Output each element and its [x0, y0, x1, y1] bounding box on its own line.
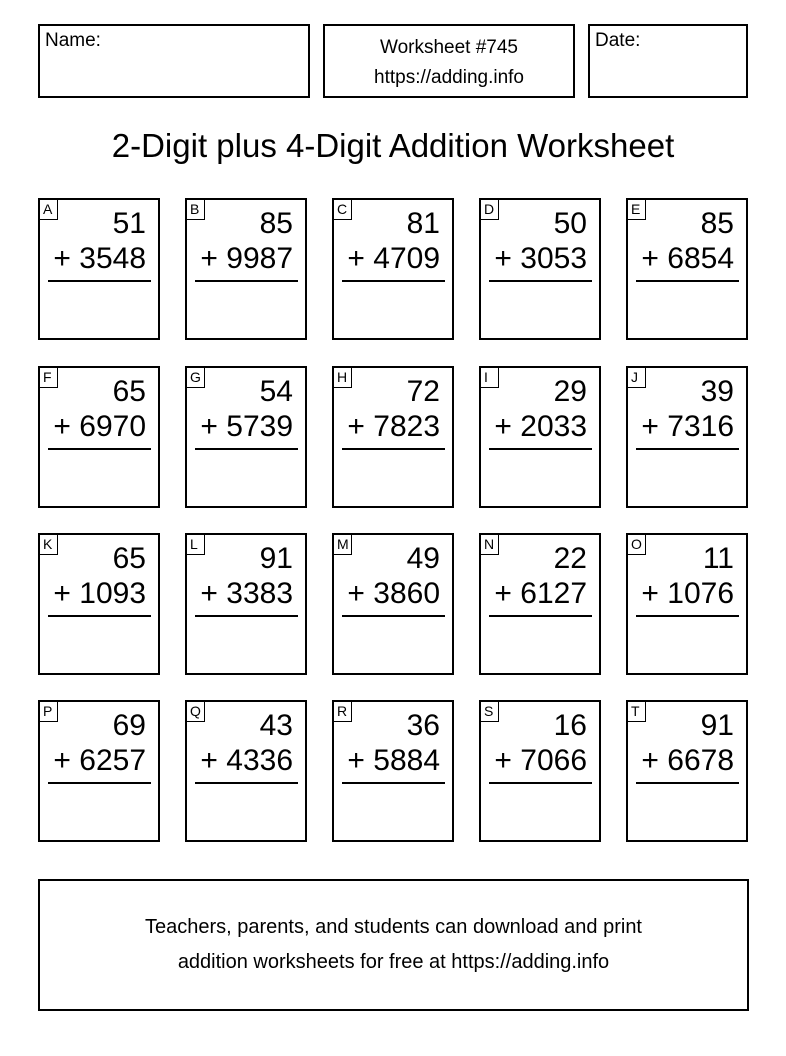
problem-bottom-number: + 6127: [494, 577, 587, 610]
answer-line: [48, 448, 151, 450]
answer-line: [636, 615, 739, 617]
problem-card[interactable]: [38, 198, 160, 340]
problem-top-number: 91: [259, 542, 293, 575]
answer-line: [195, 448, 298, 450]
problem-bottom-number: + 2033: [494, 410, 587, 443]
problem-letter: Q: [187, 702, 205, 722]
problem-bottom-number: + 3860: [347, 577, 440, 610]
answer-line: [489, 615, 592, 617]
problem-letter: K: [40, 535, 58, 555]
problem-card[interactable]: [185, 366, 307, 508]
worksheet-url: https://adding.info: [374, 67, 524, 88]
problem-letter: C: [334, 200, 352, 220]
problem-bottom-number: + 5739: [200, 410, 293, 443]
problem-card[interactable]: [626, 533, 748, 675]
problem-bottom-number: + 3383: [200, 577, 293, 610]
problem-letter: P: [40, 702, 58, 722]
problem-bottom-number: + 6678: [641, 744, 734, 777]
problem-letter: D: [481, 200, 499, 220]
problem-card[interactable]: [185, 198, 307, 340]
answer-line: [48, 280, 151, 282]
problem-card[interactable]: [479, 533, 601, 675]
problem-letter: A: [40, 200, 58, 220]
answer-line: [342, 448, 445, 450]
problem-letter: F: [40, 368, 58, 388]
problem-top-number: 43: [259, 709, 293, 742]
problem-card[interactable]: [626, 366, 748, 508]
problem-letter: M: [334, 535, 352, 555]
problem-letter: L: [187, 535, 205, 555]
problem-bottom-number: + 1076: [641, 577, 734, 610]
problem-card[interactable]: [332, 533, 454, 675]
problem-letter: H: [334, 368, 352, 388]
answer-line: [636, 782, 739, 784]
problem-letter: R: [334, 702, 352, 722]
footer-line-2: addition worksheets for free at https://adding.info: [177, 951, 610, 973]
worksheet-info-box: [323, 24, 575, 98]
problem-top-number: 50: [553, 207, 587, 240]
footer-box: [38, 879, 749, 1011]
problem-bottom-number: + 4709: [347, 242, 440, 275]
problem-top-number: 72: [406, 375, 440, 408]
problem-card[interactable]: [185, 533, 307, 675]
problem-bottom-number: + 7823: [347, 410, 440, 443]
problem-top-number: 91: [700, 709, 734, 742]
answer-line: [48, 782, 151, 784]
problem-card[interactable]: [38, 366, 160, 508]
problem-top-number: 49: [406, 542, 440, 575]
problem-top-number: 51: [112, 207, 146, 240]
answer-line: [636, 280, 739, 282]
name-field[interactable]: [38, 24, 310, 98]
problem-bottom-number: + 3548: [53, 242, 146, 275]
answer-line: [195, 280, 298, 282]
footer-line-1: Teachers, parents, and students can download and print: [145, 916, 642, 938]
problem-top-number: 29: [553, 375, 587, 408]
problem-card[interactable]: [38, 533, 160, 675]
answer-line: [342, 615, 445, 617]
worksheet-number: Worksheet #745: [379, 37, 518, 58]
date-label: Date:: [595, 30, 641, 51]
problem-bottom-number: + 6970: [53, 410, 146, 443]
answer-line: [342, 280, 445, 282]
problem-top-number: 85: [700, 207, 734, 240]
problem-letter: E: [628, 200, 646, 220]
problem-bottom-number: + 9987: [200, 242, 293, 275]
problem-top-number: 69: [112, 709, 146, 742]
problem-bottom-number: + 7316: [641, 410, 734, 443]
problem-card[interactable]: [332, 198, 454, 340]
problem-top-number: 65: [112, 375, 146, 408]
problem-letter: B: [187, 200, 205, 220]
problem-top-number: 85: [259, 207, 293, 240]
answer-line: [195, 615, 298, 617]
problem-top-number: 11: [702, 542, 734, 575]
problem-bottom-number: + 3053: [494, 242, 587, 275]
answer-line: [195, 782, 298, 784]
problem-card[interactable]: [185, 700, 307, 842]
problem-card[interactable]: [332, 700, 454, 842]
answer-line: [48, 615, 151, 617]
problem-card[interactable]: [626, 700, 748, 842]
answer-line: [636, 448, 739, 450]
problem-letter: G: [187, 368, 205, 388]
problem-letter: O: [628, 535, 646, 555]
name-label: Name:: [45, 30, 101, 51]
problem-top-number: 22: [553, 542, 587, 575]
answer-line: [489, 782, 592, 784]
problem-bottom-number: + 6854: [641, 242, 734, 275]
problem-card[interactable]: [332, 366, 454, 508]
problem-card[interactable]: [479, 198, 601, 340]
problem-bottom-number: + 4336: [200, 744, 293, 777]
problem-letter: S: [481, 702, 499, 722]
problem-letter: I: [481, 368, 499, 388]
page-title: 2-Digit plus 4-Digit Addition Worksheet: [111, 127, 675, 164]
answer-line: [489, 448, 592, 450]
problem-bottom-number: + 7066: [494, 744, 587, 777]
problem-top-number: 81: [406, 207, 440, 240]
problem-letter: T: [628, 702, 646, 722]
problem-bottom-number: + 5884: [347, 744, 440, 777]
problem-letter: J: [628, 368, 646, 388]
answer-line: [489, 280, 592, 282]
problem-card[interactable]: [479, 700, 601, 842]
problem-card[interactable]: [479, 366, 601, 508]
problem-top-number: 16: [553, 709, 587, 742]
answer-line: [342, 782, 445, 784]
date-field[interactable]: [588, 24, 748, 98]
problem-top-number: 65: [112, 542, 146, 575]
problem-letter: N: [481, 535, 499, 555]
problem-card[interactable]: [626, 198, 748, 340]
problem-bottom-number: + 6257: [53, 744, 146, 777]
problem-bottom-number: + 1093: [53, 577, 146, 610]
problem-top-number: 54: [259, 375, 293, 408]
problem-top-number: 36: [406, 709, 440, 742]
problem-card[interactable]: [38, 700, 160, 842]
problem-top-number: 39: [700, 375, 734, 408]
